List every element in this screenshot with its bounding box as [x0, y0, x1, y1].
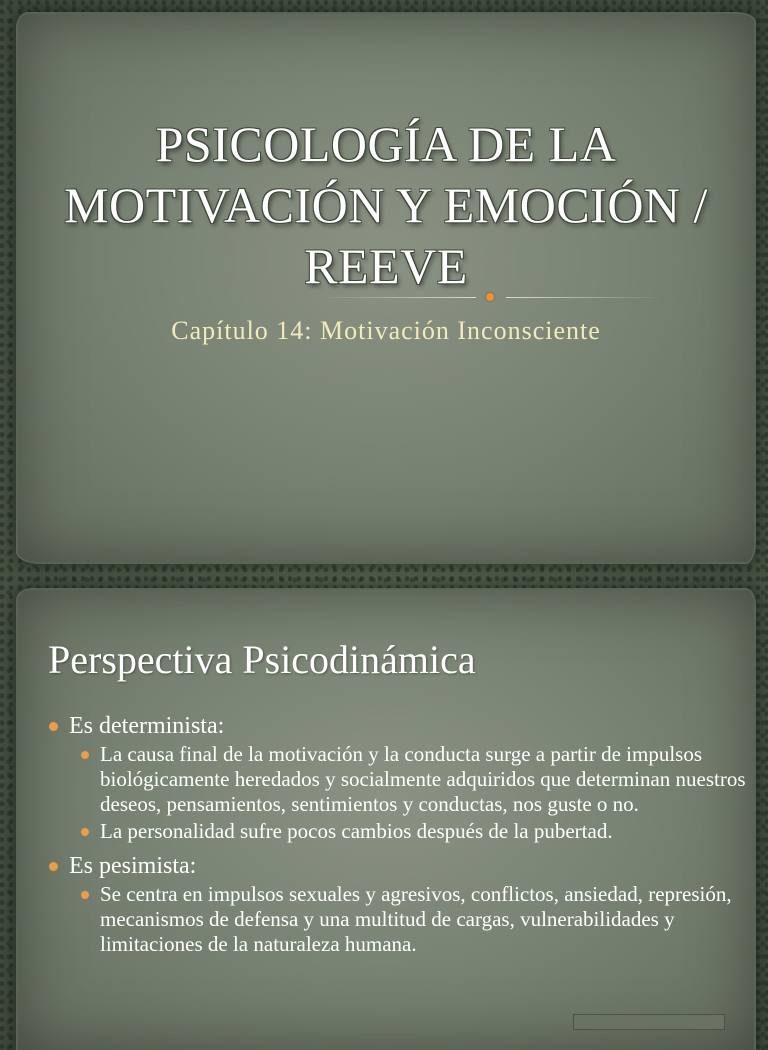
divider-dot-icon — [486, 293, 494, 301]
bullet-list — [48, 706, 748, 957]
bullet-dot-icon — [81, 828, 89, 836]
corner-box — [573, 1014, 725, 1030]
sub-list-item — [48, 882, 748, 957]
slide-title — [18, 114, 754, 297]
sub-bullet-text: Se centra en impulsos sexuales y agresivos, conflictos, ansiedad, represión, mecanismos de defensa y una multitud de cargas, vulnerabilidades y limitaciones de la naturaleza humana. — [100, 882, 732, 956]
bullet-dot-icon — [81, 751, 89, 759]
bullet-text: Es determinista: — [69, 713, 225, 739]
slide-subtitle: Capítulo 14: Motivación Inconsciente — [171, 316, 601, 345]
sub-list-item — [48, 819, 748, 844]
list-item — [48, 712, 748, 740]
sub-bullet-text: La causa final de la motivación y la conducta surge a partir de impulsos biológicamente heredados y socialmente adquiridos que determinan nuestros deseos, pensamientos, sentimientos y conductas, nos guste o no. — [100, 742, 746, 816]
title-slide — [18, 14, 754, 562]
bullet-dot-icon — [81, 891, 89, 899]
content-slide — [18, 590, 754, 1050]
sub-bullet-text: La personalidad sufre pocos cambios después de la pubertad. — [100, 819, 613, 843]
list-item — [48, 852, 748, 880]
sub-list-item — [48, 742, 748, 817]
slide-heading: Perspectiva Psicodinámica — [48, 637, 476, 682]
bullet-dot-icon — [49, 722, 58, 731]
bullet-text: Es pesimista: — [69, 853, 197, 879]
title-divider — [320, 297, 662, 299]
title-line-1: PSICOLOGÍA DE LA — [155, 116, 617, 172]
divider-line-right — [506, 297, 662, 298]
title-line-3: REEVE — [304, 238, 468, 294]
title-line-2: MOTIVACIÓN Y EMOCIÓN / — [64, 177, 708, 233]
bullet-dot-icon — [49, 862, 58, 871]
divider-line-left — [320, 297, 476, 298]
